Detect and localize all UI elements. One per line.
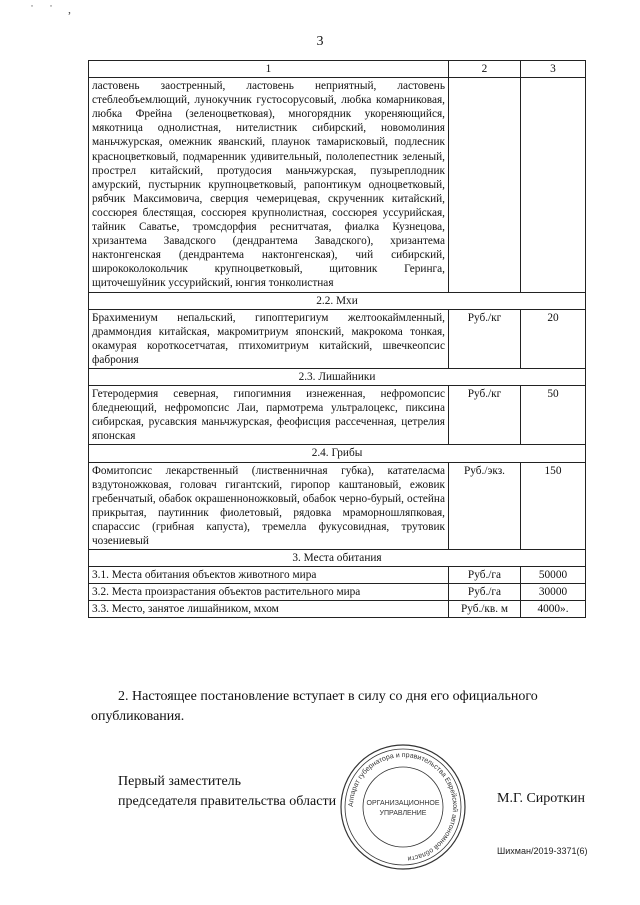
table-row bbox=[89, 309, 586, 368]
stamp-center-line-1: ОРГАНИЗАЦИОННОЕ bbox=[366, 800, 440, 807]
signatory-title-line-1: Первый заместитель bbox=[118, 774, 242, 789]
habitat-label: 3.2. Места произрастания объектов растительного мира bbox=[89, 584, 449, 601]
species-list-cell: Брахимениум непальский, гипоптеригиум желтоокаймленный, драммондия китайская, макромитриум японский, макрокома тонкая, окамурая короткосетчатая, птихомитриум китайский, швечкеопсис фаброния bbox=[89, 309, 449, 368]
species-list-cell: Фомитопсис лекарственный (лиственничная губка), катателасма вздутоножковая, головач гигантский, гиропор каштановый, ежовик гребенчатый, обабок окрашенноножковый, обабок черно-бурый, остейна прикрытая, паутинник фиолетовый, рядовка мраморношляпковая, спарассис (грибная капуста), тремелла фукусовидная, трутовик чозениевый bbox=[89, 462, 449, 550]
page-number: 3 bbox=[316, 34, 324, 49]
table-row bbox=[89, 601, 586, 618]
species-list-cell: ластовень заостренный, ластовень неприятный, ластовень стеблеобъемлющий, лунокучник густосорусовый, любка комарниковая, любка Фрейна (зеленоцветковая), многорядник укореняющийся, мякотница однолистная, нителистник сибирский, новомолиния маньчжурская, омежник яванский, плаунок тамарисковый, подлесник красноцветковый, подмаренник удивительный, пололепестник зеленый, прострел китайский, протудосия маньчжурская, пузыреплодник амурский, пустырник крупноцветковый, рапонтикум одноцветковый, рябчик Максимовича, сверция чемерицевая, скрученник китайский, соссюрея блестящая, соссюрея крупнолистная, соссюрея уссурийская, тайник Саватье, тромсдорфия реснитчатая, фиалка Кузнецова, хризантема Завадского (дендрантема Завадского), хризантема нактонгенская (дендрантема нактонгенская), чий сибирский, ширококолокольчик крупноцветковый, щитовник Геринга, щиточешуйник уссурийский, юнгия тонколистная bbox=[89, 78, 449, 292]
scan-marks: ˙ ˙ , bbox=[30, 2, 77, 16]
value-cell: 50 bbox=[521, 386, 586, 445]
unit-cell: Руб./га bbox=[449, 567, 521, 584]
effective-date-clause bbox=[91, 687, 588, 727]
unit-cell: Руб./кв. м bbox=[449, 601, 521, 618]
table-row bbox=[89, 567, 586, 584]
value-cell: 50000 bbox=[521, 567, 586, 584]
section-row-mosses bbox=[89, 292, 586, 309]
stamp-center-line-2: УПРАВЛЕНИЕ bbox=[379, 810, 427, 817]
clause-line-1: 2. Настоящее постановление вступает в силу со дня его официального bbox=[118, 689, 538, 704]
unit-cell: Руб./экз. bbox=[449, 462, 521, 550]
value-cell bbox=[521, 78, 586, 292]
unit-cell: Руб./га bbox=[449, 584, 521, 601]
signatory-title bbox=[118, 772, 336, 812]
species-list-cell: Гетеродермия северная, гипогимния изнеженная, нефромопсис бледнеющий, нефромопсис Лаи, пармотрема ультралоцекс, пиксина сибирская, русавския маньчжурская, феофисция рассеченная, цетрелия японская bbox=[89, 386, 449, 445]
section-row-habitats bbox=[89, 550, 586, 567]
section-title: 2.3. Лишайники bbox=[89, 368, 586, 385]
table-row bbox=[89, 386, 586, 445]
unit-cell: Руб./кг bbox=[449, 386, 521, 445]
section-row-lichens bbox=[89, 368, 586, 385]
unit-cell bbox=[449, 78, 521, 292]
value-cell: 4000». bbox=[521, 601, 586, 618]
habitat-label: 3.1. Места обитания объектов животного мира bbox=[89, 567, 449, 584]
header-col-3: 3 bbox=[521, 61, 586, 78]
section-title: 3. Места обитания bbox=[89, 550, 586, 567]
unit-cell: Руб./кг bbox=[449, 309, 521, 368]
official-stamp bbox=[338, 742, 468, 872]
signatory-title-line-2: председателя правительства области bbox=[118, 794, 337, 809]
table-header-row bbox=[89, 61, 586, 78]
header-col-2: 2 bbox=[449, 61, 521, 78]
habitat-label: 3.3. Место, занятое лишайником, мхом bbox=[89, 601, 449, 618]
table-row bbox=[89, 584, 586, 601]
value-cell: 150 bbox=[521, 462, 586, 550]
section-title: 2.4. Грибы bbox=[89, 445, 586, 462]
value-cell: 30000 bbox=[521, 584, 586, 601]
section-title: 2.2. Мхи bbox=[89, 292, 586, 309]
section-row-fungi bbox=[89, 445, 586, 462]
clause-line-2: опубликования. bbox=[91, 709, 185, 724]
header-col-1: 1 bbox=[89, 61, 449, 78]
stamp-ring-text: Аппарат губернатора и правительства Еврейской автономной области bbox=[347, 751, 459, 862]
value-cell: 20 bbox=[521, 309, 586, 368]
signatory-name: М.Г. Сироткин bbox=[497, 791, 586, 806]
table-row bbox=[89, 462, 586, 550]
tariff-table bbox=[88, 60, 586, 618]
document-reference: Шихман/2019-3371(6) bbox=[497, 846, 588, 856]
table-row bbox=[89, 78, 586, 292]
